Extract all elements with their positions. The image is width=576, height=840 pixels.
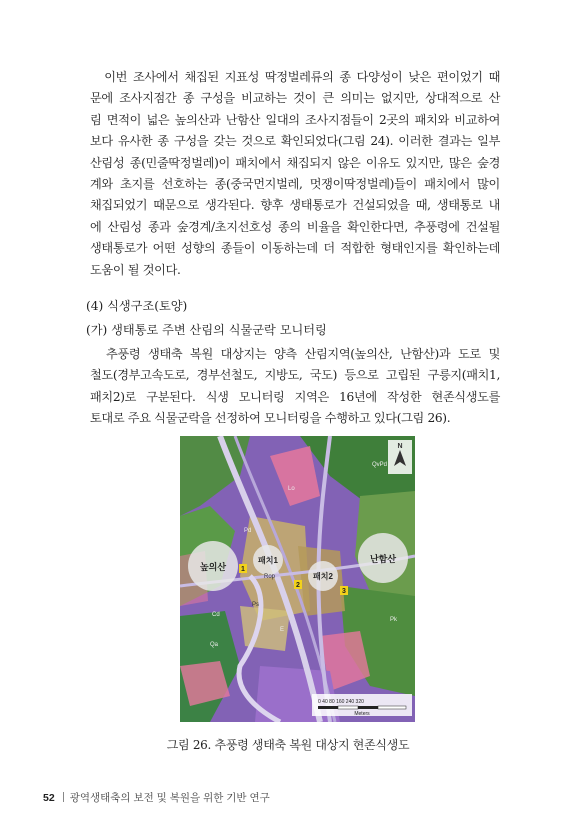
- paragraph-beetle-results: [90, 67, 500, 281]
- scale-bar: [312, 694, 412, 717]
- label-mountain-right: 난함산: [369, 554, 397, 564]
- text-line: 추풍령 생태축 복원 대상지는 양측 산림지역(높의산, 난함산)과 도로 및: [90, 347, 500, 361]
- north-label: N: [397, 443, 403, 450]
- text-line: 철도(경부고속도로, 경부선철도, 지방도, 국도) 등으로 고립된 구릉지(패치1,: [90, 368, 500, 383]
- text-line: 에 산림성 종과 숲경계/초지선호성 종의 비율을 확인한다면, 추풍령에 건설될: [90, 219, 500, 234]
- code-label: Qa: [210, 642, 219, 648]
- page-number: 52: [43, 792, 55, 804]
- code-label: QvPd: [372, 462, 388, 468]
- scale-unit: Meters: [354, 711, 370, 717]
- subsection-heading-monitoring: (가) 생태통로 주변 산림의 식물군락 모니터링: [86, 323, 327, 337]
- marker-1-label: 1: [241, 566, 245, 573]
- scale-label: 0 40 80 160 240 320: [318, 699, 364, 705]
- figure-caption: 그림 26. 추풍령 생태축 복원 대상지 현존식생도: [166, 738, 410, 752]
- label-patch2: 패치2: [313, 572, 333, 581]
- code-label: Ps: [252, 602, 260, 608]
- marker-2-label: 2: [296, 582, 300, 589]
- text-line: 생태통로가 어떤 성향의 종들이 이동하는데 더 적합한 형태인지를 확인하는데: [90, 241, 500, 256]
- footer-divider: [63, 792, 64, 802]
- page-footer: [43, 790, 270, 805]
- text-line: 림 면적이 넓은 높의산과 난함산 일대의 조사지점들이 2곳의 패치와 비교하여: [90, 112, 500, 127]
- code-label: Pk: [390, 617, 398, 623]
- text-line: 산림성 종(민줄딱정벌레)이 패치에서 채집되지 않은 이유도 있지만, 많은 숲경: [90, 155, 500, 170]
- footer-title: 광역생태축의 보전 및 복원을 위한 기반 연구: [69, 792, 270, 804]
- section-heading-vegetation: (4) 식생구조(토양): [86, 299, 188, 313]
- text-line: 이번 조사에서 채집된 지표성 딱정벌레류의 종 다양성이 낮은 편이었기 때: [90, 70, 500, 84]
- vegetation-map-figure: [180, 436, 415, 722]
- code-label: Cd: [212, 612, 220, 618]
- text-line: 도움이 될 것이다.: [90, 262, 181, 277]
- text-line: 토대로 주요 식물군락을 선정하여 모니터링을 수행하고 있다(그림 26).: [90, 411, 451, 426]
- text-line: 패치2)로 구분된다. 식생 모니터링 지역은 16년에 작성한 현존식생도를: [90, 389, 500, 404]
- marker-3-label: 3: [342, 588, 346, 595]
- label-patch1: 패치1: [258, 556, 278, 565]
- label-mountain-left: 높의산: [199, 562, 227, 572]
- code-label: Lo: [288, 486, 295, 492]
- vegetation-map: [180, 436, 415, 722]
- north-arrow-icon: [388, 440, 412, 474]
- text-line: 채집되었기 때문으로 생각된다. 향후 생태통로가 건설되었을 때, 생태통로 내: [90, 198, 500, 213]
- text-line: 문에 조사지점간 종 구성을 비교하는 것이 큰 의미는 없지만, 상대적으로 산: [90, 91, 500, 106]
- code-label: E: [280, 627, 285, 633]
- code-label: Pd: [244, 528, 252, 534]
- text-line: 계와 초지를 선호하는 종(중국먼지벌레, 멋쟁이딱정벌레)들이 패치에서 많이: [90, 177, 500, 192]
- paragraph-vegetation-monitoring: [90, 344, 500, 430]
- code-label: Rop: [264, 574, 276, 580]
- text-line: 보다 유사한 종 구성을 갖는 것으로 확인되었다(그림 24). 이러한 결과는 일부: [90, 134, 500, 149]
